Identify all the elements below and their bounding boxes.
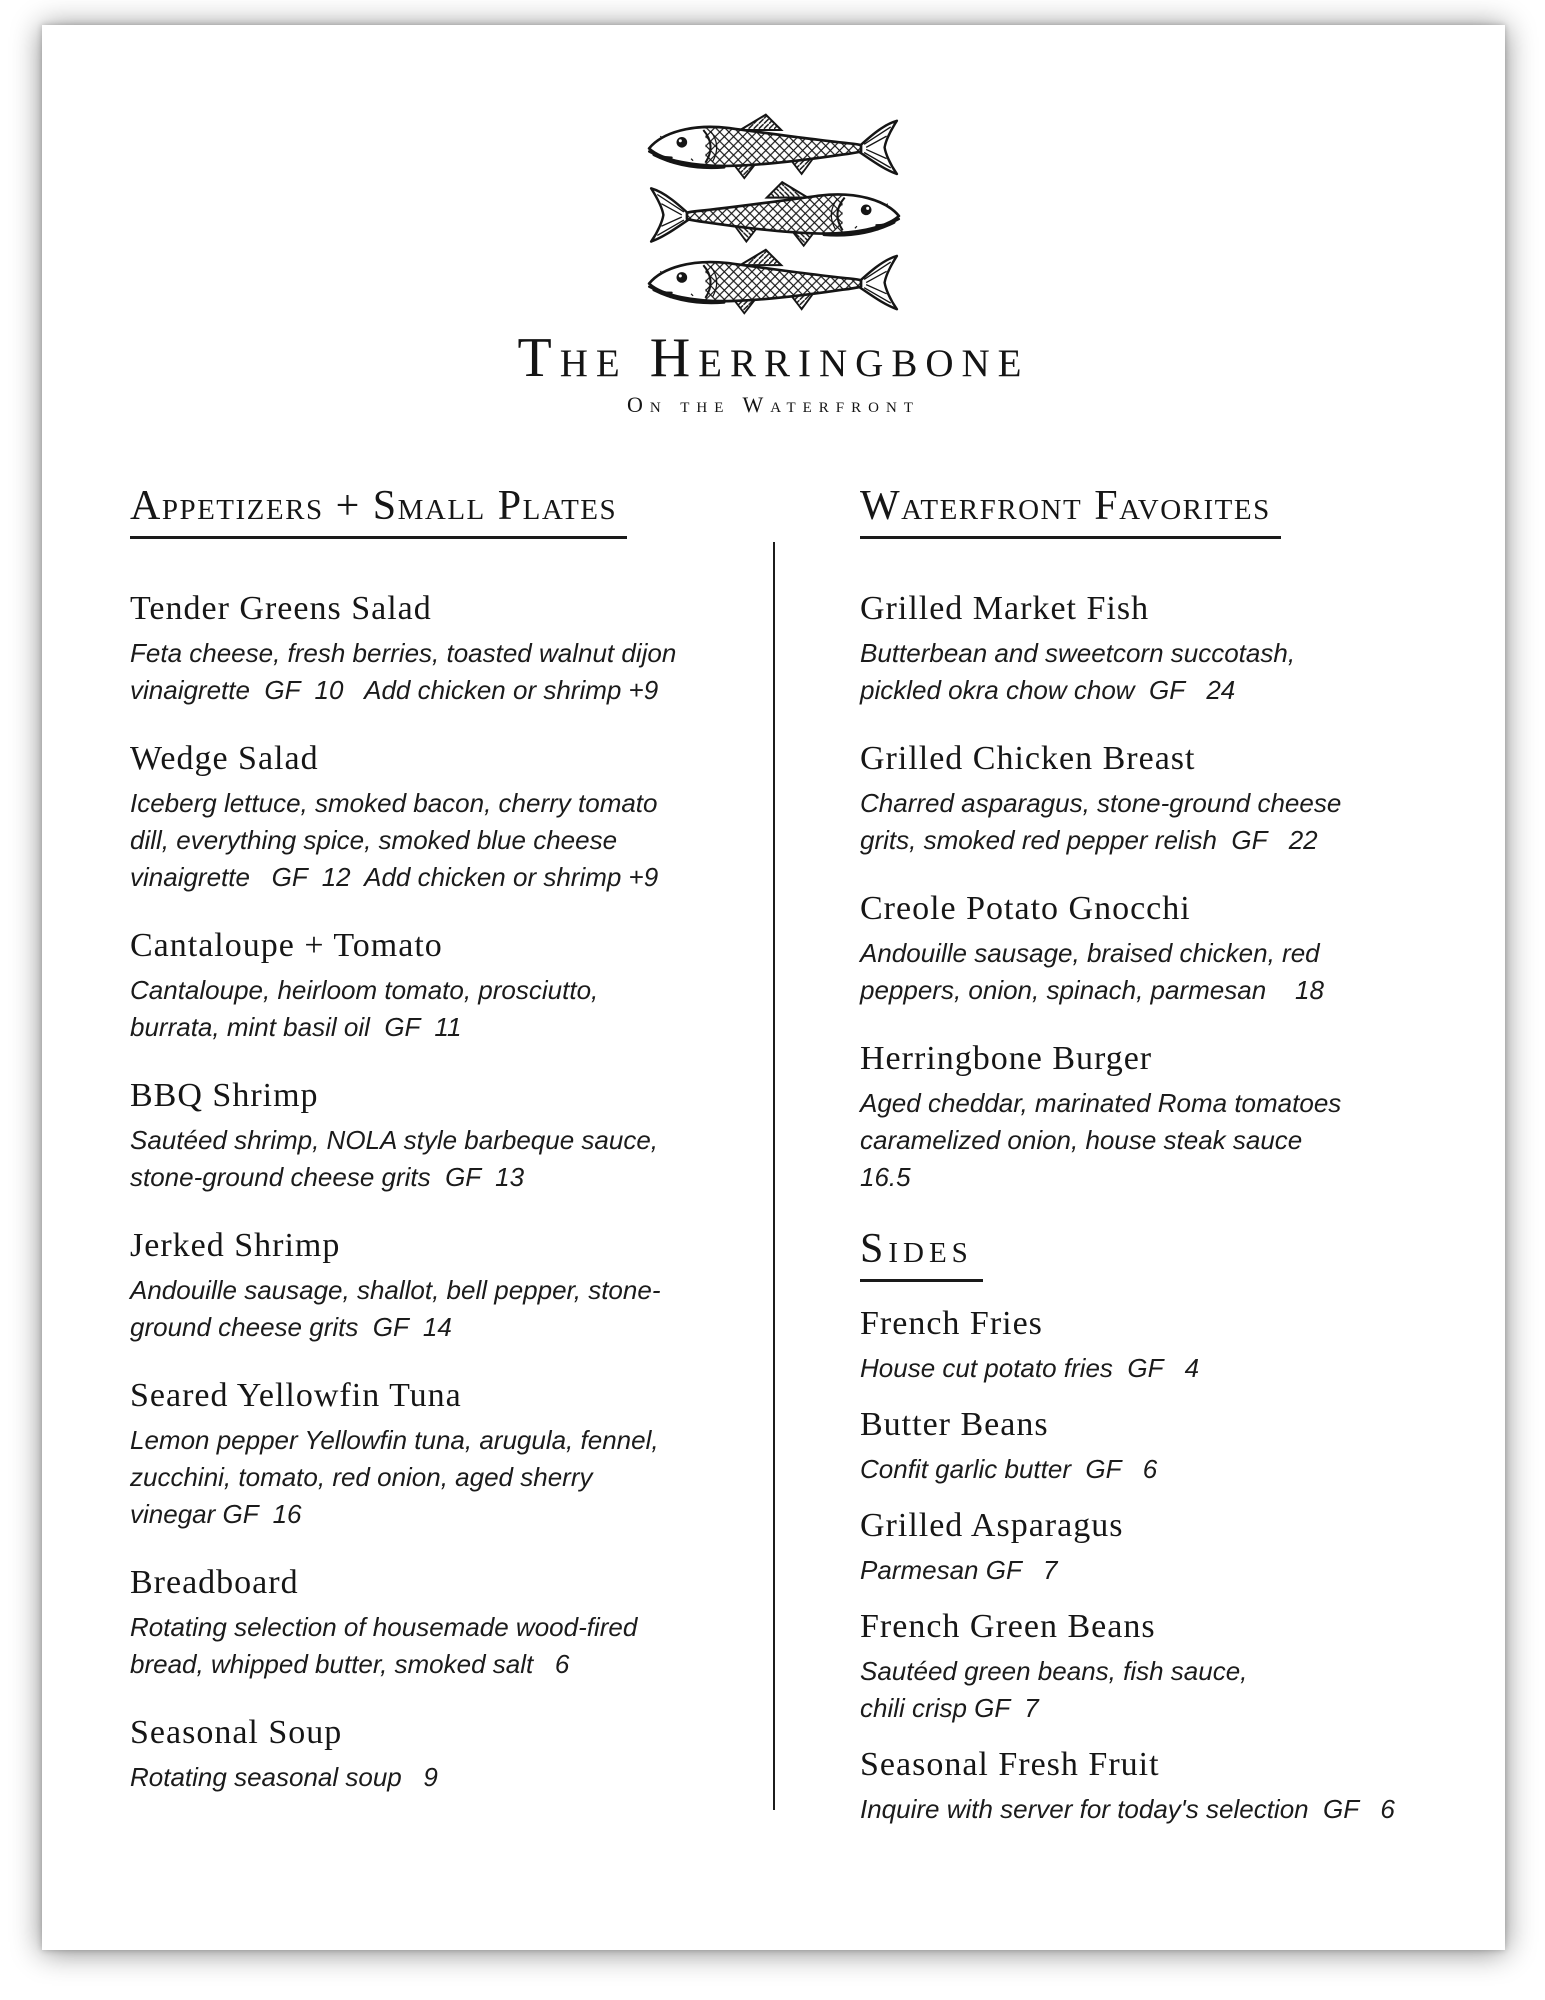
- item-desc-line: Iceberg lettuce, smoked bacon, cherry tomato: [130, 788, 658, 819]
- item-name: Grilled Chicken Breast: [860, 740, 1196, 778]
- item-name: Creole Potato Gnocchi: [860, 890, 1191, 928]
- section-appetizers: [130, 483, 770, 1796]
- item-name: Cantaloupe + Tomato: [130, 927, 443, 965]
- item-desc-line: burrata, mint basil oil GF 11: [130, 1012, 462, 1043]
- item-desc-line: vinaigrette GF 10 Add chicken or shrimp +9: [130, 675, 659, 706]
- item-desc-line: ground cheese grits GF 14: [130, 1312, 452, 1343]
- item-name: Seared Yellowfin Tuna: [130, 1377, 462, 1415]
- item-desc-line: House cut potato fries GF 4: [860, 1353, 1200, 1384]
- menu-item: [130, 1713, 770, 1796]
- item-desc-line: Feta cheese, fresh berries, toasted walnut dijon: [130, 638, 677, 669]
- item-name: Seasonal Fresh Fruit: [860, 1746, 1160, 1784]
- item-name: French Green Beans: [860, 1608, 1156, 1646]
- item-desc-line: Butterbean and sweetcorn succotash,: [860, 638, 1296, 669]
- menu-item: [860, 889, 1500, 1009]
- menu-item: [130, 926, 770, 1046]
- menu-paper: [42, 25, 1505, 1950]
- item-desc-line: Inquire with server for today's selection GF 6: [860, 1794, 1395, 1825]
- item-desc-line: Lemon pepper Yellowfin tuna, arugula, fennel,: [130, 1425, 659, 1456]
- item-name: Jerked Shrimp: [130, 1227, 341, 1265]
- column-divider: [773, 542, 775, 1810]
- menu-item: [130, 1226, 770, 1346]
- left-column: [130, 483, 770, 1826]
- item-name: Seasonal Soup: [130, 1714, 343, 1752]
- brand-title: The Herringbone: [517, 327, 1030, 389]
- section-title-sides: Sides: [860, 1226, 983, 1282]
- item-desc-line: vinaigrette GF 12 Add chicken or shrimp +9: [130, 862, 659, 893]
- menu-item: [860, 1405, 1500, 1488]
- menu-item: [860, 739, 1500, 859]
- item-desc-line: dill, everything spice, smoked blue cheese: [130, 825, 618, 856]
- menu-item: [130, 1563, 770, 1683]
- menu-item: [860, 1506, 1500, 1589]
- menu-item: [860, 1304, 1500, 1387]
- item-desc-line: zucchini, tomato, red onion, aged sherry: [130, 1462, 593, 1493]
- menu-item: [860, 589, 1500, 709]
- item-name: BBQ Shrimp: [130, 1077, 319, 1115]
- item-desc-line: Cantaloupe, heirloom tomato, prosciutto,: [130, 975, 599, 1006]
- item-desc-line: pickled okra chow chow GF 24: [860, 675, 1236, 706]
- item-desc-line: Charred asparagus, stone-ground cheese: [860, 788, 1342, 819]
- item-name: Grilled Market Fish: [860, 590, 1150, 628]
- section-sides: [860, 1226, 1500, 1828]
- section-title-appetizers: Appetizers + Small Plates: [130, 483, 627, 539]
- brand-tagline: On the Waterfront: [627, 391, 920, 417]
- item-name: Butter Beans: [860, 1406, 1049, 1444]
- item-desc-line: Aged cheddar, marinated Roma tomatoes: [860, 1088, 1342, 1119]
- brand-logo-block: [42, 25, 1505, 418]
- menu-item: [860, 1039, 1500, 1196]
- item-desc-line: Sautéed shrimp, NOLA style barbeque sauce,: [130, 1125, 658, 1156]
- item-name: Grilled Asparagus: [860, 1507, 1124, 1545]
- item-desc-line: peppers, onion, spinach, parmesan 18: [860, 975, 1324, 1006]
- item-name: Herringbone Burger: [860, 1040, 1153, 1078]
- item-name: Breadboard: [130, 1564, 299, 1602]
- item-name: Wedge Salad: [130, 740, 319, 778]
- item-desc-line: chili crisp GF 7: [860, 1693, 1039, 1724]
- right-column: [860, 483, 1500, 1846]
- item-desc-line: Sautéed green beans, fish sauce,: [860, 1656, 1248, 1687]
- item-desc-line: Rotating selection of housemade wood-fired: [130, 1612, 638, 1643]
- item-desc-line: Parmesan GF 7: [860, 1555, 1058, 1586]
- three-herring-fish-icon: [646, 113, 902, 319]
- item-name: Tender Greens Salad: [130, 590, 432, 628]
- item-desc-line: stone-ground cheese grits GF 13: [130, 1162, 525, 1193]
- item-desc-line: grits, smoked red pepper relish GF 22: [860, 825, 1318, 856]
- menu-item: [130, 1076, 770, 1196]
- menu-item: [130, 1376, 770, 1533]
- item-desc-line: Andouille sausage, braised chicken, red: [860, 938, 1320, 969]
- item-desc-line: caramelized onion, house steak sauce: [860, 1125, 1303, 1156]
- item-desc-line: bread, whipped butter, smoked salt 6: [130, 1649, 570, 1680]
- menu-item: [860, 1607, 1500, 1727]
- section-title-waterfront-favorites: Waterfront Favorites: [860, 483, 1281, 539]
- item-desc-line: vinegar GF 16: [130, 1499, 302, 1530]
- menu-item: [130, 589, 770, 709]
- item-desc-line: Andouille sausage, shallot, bell pepper, stone-: [130, 1275, 661, 1306]
- section-waterfront-favorites: [860, 483, 1500, 1196]
- item-desc-line: Rotating seasonal soup 9: [130, 1762, 438, 1793]
- item-desc-line: 16.5: [860, 1162, 911, 1193]
- item-desc-line: Confit garlic butter GF 6: [860, 1454, 1158, 1485]
- menu-item: [860, 1745, 1500, 1828]
- item-name: French Fries: [860, 1305, 1043, 1343]
- menu-item: [130, 739, 770, 896]
